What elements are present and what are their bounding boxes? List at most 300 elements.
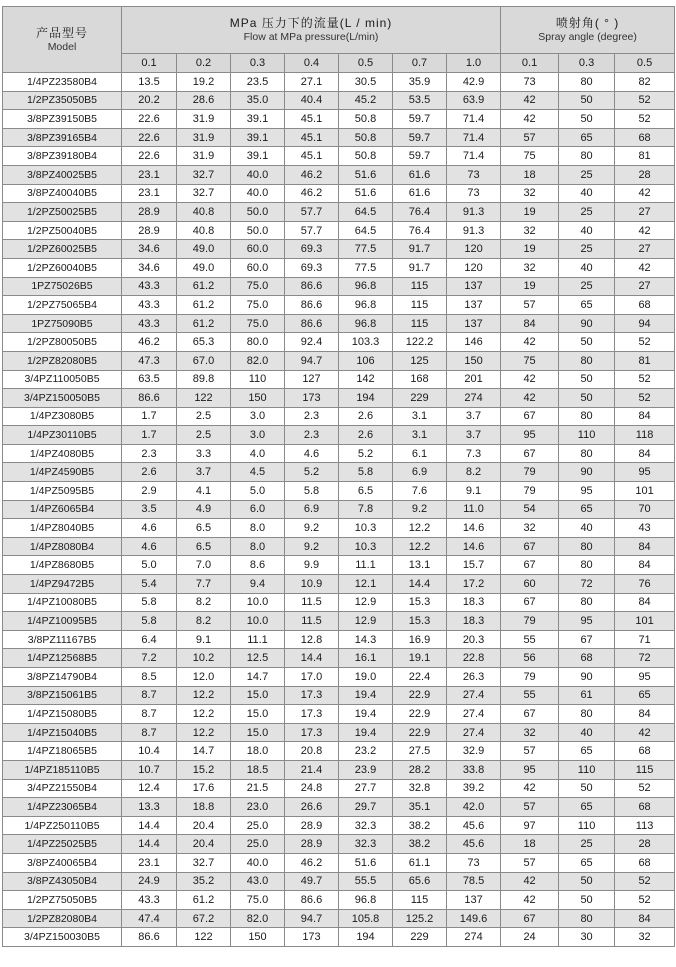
- flow-cell: 24.9: [122, 872, 177, 891]
- model-cell: 3/8PZ40025B5: [3, 165, 122, 184]
- model-cell: 1/4PZ23580B4: [3, 73, 122, 92]
- flow-cell: 137: [447, 296, 501, 315]
- table-row: [3, 500, 675, 519]
- flow-cell: 14.6: [447, 537, 501, 556]
- flow-cell: 32.3: [339, 816, 393, 835]
- flow-cell: 150: [447, 351, 501, 370]
- angle-cell: 32: [501, 258, 559, 277]
- flow-cell: 67.2: [177, 909, 231, 928]
- flow-cell: 2.6: [339, 407, 393, 426]
- flow-cell: 12.2: [393, 537, 447, 556]
- flow-cell: 3.1: [393, 426, 447, 445]
- flow-cell: 125: [393, 351, 447, 370]
- angle-cell: 95: [615, 668, 675, 687]
- angle-cell: 52: [615, 779, 675, 798]
- flow-cell: 9.2: [285, 537, 339, 556]
- flow-cell: 3.5: [122, 500, 177, 519]
- flow-cell: 32.7: [177, 184, 231, 203]
- flow-cell: 63.9: [447, 91, 501, 110]
- flow-cell: 23.2: [339, 742, 393, 761]
- flow-cell: 32.7: [177, 853, 231, 872]
- flow-cell: 122: [177, 928, 231, 947]
- flow-cell: 14.3: [339, 630, 393, 649]
- angle-cell: 42: [501, 891, 559, 910]
- flow-cell: 6.5: [339, 482, 393, 501]
- flow-cell: 14.7: [177, 742, 231, 761]
- flow-cell: 92.4: [285, 333, 339, 352]
- flow-cell: 43.3: [122, 296, 177, 315]
- angle-cell: 81: [615, 147, 675, 166]
- angle-cell: 95: [559, 482, 615, 501]
- flow-cell: 43.3: [122, 277, 177, 296]
- flow-cell: 12.1: [339, 575, 393, 594]
- angle-cell: 24: [501, 928, 559, 947]
- table-row: [3, 872, 675, 891]
- table-row: [3, 760, 675, 779]
- flow-cell: 89.8: [177, 370, 231, 389]
- angle-cell: 80: [559, 73, 615, 92]
- flow-cell: 94.7: [285, 351, 339, 370]
- flow-cell: 17.2: [447, 575, 501, 594]
- flow-cell: 3.3: [177, 444, 231, 463]
- flow-cell: 28.9: [122, 221, 177, 240]
- model-header-en: Model: [47, 40, 77, 53]
- angle-cell: 25: [559, 835, 615, 854]
- angle-cell: 65: [559, 798, 615, 817]
- angle-cell: 67: [501, 444, 559, 463]
- model-cell: 1/4PZ6065B4: [3, 500, 122, 519]
- flow-cell: 25.0: [231, 835, 285, 854]
- flow-cell: 46.2: [285, 853, 339, 872]
- table-row: [3, 165, 675, 184]
- angle-cell: 84: [615, 407, 675, 426]
- flow-cell: 55.5: [339, 872, 393, 891]
- flow-cell: 12.8: [285, 630, 339, 649]
- flow-cell: 51.6: [339, 184, 393, 203]
- flow-cell: 12.9: [339, 593, 393, 612]
- flow-cell: 64.5: [339, 221, 393, 240]
- angle-cell: 79: [501, 612, 559, 631]
- angle-header: [501, 7, 675, 54]
- flow-cell: 5.8: [339, 463, 393, 482]
- angle-cell: 57: [501, 798, 559, 817]
- flow-cell: 61.2: [177, 277, 231, 296]
- flow-cell: 91.3: [447, 221, 501, 240]
- angle-cell: 80: [559, 556, 615, 575]
- model-cell: 1/4PZ185110B5: [3, 760, 122, 779]
- flow-cell: 20.3: [447, 630, 501, 649]
- flow-cell: 96.8: [339, 296, 393, 315]
- flow-cell: 96.8: [339, 891, 393, 910]
- angle-cell: 42: [501, 333, 559, 352]
- flow-cell: 47.4: [122, 909, 177, 928]
- flow-cell: 91.7: [393, 240, 447, 259]
- flow-cell: 65.6: [393, 872, 447, 891]
- angle-cell: 32: [501, 184, 559, 203]
- flow-cell: 9.2: [393, 500, 447, 519]
- flow-cell: 23.1: [122, 853, 177, 872]
- flow-cell: 5.2: [339, 444, 393, 463]
- model-cell: 1/2PZ82080B5: [3, 351, 122, 370]
- angle-cell: 57: [501, 128, 559, 147]
- table-row: [3, 147, 675, 166]
- model-cell: 3/8PZ43050B4: [3, 872, 122, 891]
- flow-cell: 22.6: [122, 147, 177, 166]
- flow-cell: 73: [447, 165, 501, 184]
- flow-cell: 91.7: [393, 258, 447, 277]
- flow-cell: 122: [177, 389, 231, 408]
- angle-cell: 90: [559, 668, 615, 687]
- angle-cell: 68: [615, 798, 675, 817]
- angle-cell: 57: [501, 742, 559, 761]
- angle-cell: 52: [615, 872, 675, 891]
- flow-cell: 13.1: [393, 556, 447, 575]
- flow-pressure-header: 0.4: [285, 54, 339, 73]
- angle-cell: 19: [501, 203, 559, 222]
- table-row: [3, 73, 675, 92]
- angle-cell: 42: [615, 184, 675, 203]
- model-cell: 3/8PZ11167B5: [3, 630, 122, 649]
- flow-cell: 142: [339, 370, 393, 389]
- flow-cell: 75.0: [231, 314, 285, 333]
- angle-cell: 55: [501, 686, 559, 705]
- flow-cell: 18.3: [447, 593, 501, 612]
- flow-cell: 82.0: [231, 351, 285, 370]
- table-row: [3, 779, 675, 798]
- angle-cell: 61: [559, 686, 615, 705]
- flow-cell: 9.9: [285, 556, 339, 575]
- flow-cell: 17.3: [285, 723, 339, 742]
- flow-cell: 19.1: [393, 649, 447, 668]
- flow-cell: 173: [285, 389, 339, 408]
- flow-cell: 20.8: [285, 742, 339, 761]
- table-row: [3, 891, 675, 910]
- model-cell: 1/4PZ23065B4: [3, 798, 122, 817]
- table-row: [3, 463, 675, 482]
- flow-cell: 8.0: [231, 537, 285, 556]
- flow-cell: 8.7: [122, 723, 177, 742]
- model-cell: 1/4PZ8040B5: [3, 519, 122, 538]
- angle-cell: 84: [501, 314, 559, 333]
- flow-cell: 127: [285, 370, 339, 389]
- flow-cell: 7.0: [177, 556, 231, 575]
- table-row: [3, 928, 675, 947]
- angle-cell: 97: [501, 816, 559, 835]
- flow-cell: 4.6: [122, 537, 177, 556]
- flow-cell: 120: [447, 240, 501, 259]
- flow-cell: 6.9: [285, 500, 339, 519]
- flow-cell: 51.6: [339, 165, 393, 184]
- flow-cell: 61.2: [177, 314, 231, 333]
- flow-cell: 78.5: [447, 872, 501, 891]
- table-row: [3, 444, 675, 463]
- model-cell: 1/4PZ25025B5: [3, 835, 122, 854]
- angle-cell: 42: [501, 872, 559, 891]
- flow-cell: 23.5: [231, 73, 285, 92]
- angle-cell: 57: [501, 296, 559, 315]
- flow-cell: 3.0: [231, 426, 285, 445]
- angle-cell: 52: [615, 110, 675, 129]
- angle-cell: 118: [615, 426, 675, 445]
- flow-cell: 9.2: [285, 519, 339, 538]
- flow-cell: 6.0: [231, 500, 285, 519]
- flow-cell: 168: [393, 370, 447, 389]
- angle-cell: 30: [559, 928, 615, 947]
- flow-cell: 4.6: [285, 444, 339, 463]
- angle-cell: 70: [615, 500, 675, 519]
- angle-cell: 75: [501, 147, 559, 166]
- angle-cell: 68: [615, 742, 675, 761]
- flow-cell: 86.6: [285, 891, 339, 910]
- flow-cell: 15.0: [231, 705, 285, 724]
- flow-cell: 115: [393, 891, 447, 910]
- flow-cell: 34.6: [122, 240, 177, 259]
- flow-cell: 22.9: [393, 686, 447, 705]
- angle-cell: 81: [615, 351, 675, 370]
- flow-cell: 86.6: [122, 928, 177, 947]
- flow-cell: 15.7: [447, 556, 501, 575]
- angle-cell: 72: [615, 649, 675, 668]
- angle-cell: 50: [559, 389, 615, 408]
- flow-cell: 38.2: [393, 835, 447, 854]
- angle-cell: 73: [501, 73, 559, 92]
- flow-cell: 77.5: [339, 240, 393, 259]
- flow-cell: 3.7: [177, 463, 231, 482]
- flow-cell: 14.7: [231, 668, 285, 687]
- flow-cell: 10.3: [339, 537, 393, 556]
- flow-header-en: Flow at MPa pressure(L/min): [243, 31, 379, 43]
- flow-cell: 22.6: [122, 128, 177, 147]
- flow-cell: 39.1: [231, 110, 285, 129]
- flow-cell: 28.6: [177, 91, 231, 110]
- model-cell: 1/2PZ82080B4: [3, 909, 122, 928]
- flow-cell: 4.5: [231, 463, 285, 482]
- flow-cell: 82.0: [231, 909, 285, 928]
- flow-cell: 115: [393, 314, 447, 333]
- flow-cell: 12.0: [177, 668, 231, 687]
- flow-cell: 31.9: [177, 110, 231, 129]
- flow-cell: 20.4: [177, 835, 231, 854]
- angle-cell: 50: [559, 91, 615, 110]
- table-row: [3, 482, 675, 501]
- flow-cell: 45.6: [447, 816, 501, 835]
- flow-cell: 39.1: [231, 147, 285, 166]
- flow-cell: 18.3: [447, 612, 501, 631]
- flow-cell: 7.2: [122, 649, 177, 668]
- table-row: [3, 630, 675, 649]
- table-row: [3, 593, 675, 612]
- flow-cell: 10.0: [231, 593, 285, 612]
- flow-cell: 10.7: [122, 760, 177, 779]
- flow-cell: 8.2: [177, 593, 231, 612]
- angle-cell: 32: [501, 519, 559, 538]
- angle-cell: 40: [559, 519, 615, 538]
- flow-cell: 146: [447, 333, 501, 352]
- flow-cell: 73: [447, 184, 501, 203]
- flow-cell: 50.8: [339, 110, 393, 129]
- flow-cell: 10.4: [122, 742, 177, 761]
- angle-cell: 28: [615, 165, 675, 184]
- angle-cell: 18: [501, 165, 559, 184]
- flow-cell: 27.4: [447, 686, 501, 705]
- flow-cell: 61.2: [177, 296, 231, 315]
- flow-cell: 43.3: [122, 891, 177, 910]
- flow-cell: 11.5: [285, 612, 339, 631]
- model-cell: 1/4PZ12568B5: [3, 649, 122, 668]
- flow-cell: 122.2: [393, 333, 447, 352]
- angle-cell: 25: [559, 240, 615, 259]
- flow-cell: 42.9: [447, 73, 501, 92]
- flow-cell: 46.2: [285, 184, 339, 203]
- angle-cell: 56: [501, 649, 559, 668]
- table-row: [3, 705, 675, 724]
- flow-pressure-header: 0.5: [339, 54, 393, 73]
- flow-cell: 13.5: [122, 73, 177, 92]
- angle-cell: 65: [615, 686, 675, 705]
- angle-cell: 67: [501, 407, 559, 426]
- flow-cell: 17.3: [285, 686, 339, 705]
- model-header: [3, 7, 122, 73]
- flow-cell: 24.8: [285, 779, 339, 798]
- table-row: [3, 333, 675, 352]
- flow-cell: 32.3: [339, 835, 393, 854]
- flow-cell: 61.2: [177, 891, 231, 910]
- table-row: [3, 537, 675, 556]
- model-cell: 1/4PZ30110B5: [3, 426, 122, 445]
- flow-cell: 77.5: [339, 258, 393, 277]
- flow-cell: 28.9: [285, 835, 339, 854]
- flow-cell: 19.4: [339, 705, 393, 724]
- angle-cell: 79: [501, 482, 559, 501]
- flow-cell: 61.6: [393, 184, 447, 203]
- flow-cell: 10.3: [339, 519, 393, 538]
- angle-cell: 19: [501, 277, 559, 296]
- flow-cell: 61.6: [393, 165, 447, 184]
- angle-pressure-header: 0.3: [559, 54, 615, 73]
- flow-header-zh: MPa 压力下的流量(L / min): [229, 16, 393, 30]
- flow-cell: 12.4: [122, 779, 177, 798]
- angle-cell: 52: [615, 333, 675, 352]
- angle-cell: 40: [559, 221, 615, 240]
- flow-cell: 5.4: [122, 575, 177, 594]
- flow-cell: 69.3: [285, 258, 339, 277]
- flow-cell: 194: [339, 389, 393, 408]
- angle-cell: 50: [559, 779, 615, 798]
- table-row: [3, 835, 675, 854]
- table-row: [3, 314, 675, 333]
- table-row: [3, 351, 675, 370]
- flow-header: [122, 7, 501, 54]
- angle-cell: 80: [559, 537, 615, 556]
- angle-cell: 65: [559, 742, 615, 761]
- flow-cell: 25.0: [231, 816, 285, 835]
- angle-cell: 80: [559, 147, 615, 166]
- flow-cell: 28.2: [393, 760, 447, 779]
- model-cell: 1/4PZ18065B5: [3, 742, 122, 761]
- table-row: [3, 909, 675, 928]
- angle-cell: 50: [559, 370, 615, 389]
- flow-cell: 6.1: [393, 444, 447, 463]
- flow-cell: 20.2: [122, 91, 177, 110]
- flow-cell: 10.9: [285, 575, 339, 594]
- model-cell: 3/4PZ150030B5: [3, 928, 122, 947]
- flow-cell: 47.3: [122, 351, 177, 370]
- flow-cell: 60.0: [231, 240, 285, 259]
- angle-cell: 42: [501, 110, 559, 129]
- table-row: [3, 221, 675, 240]
- flow-cell: 59.7: [393, 128, 447, 147]
- flow-cell: 64.5: [339, 203, 393, 222]
- flow-cell: 14.4: [122, 835, 177, 854]
- angle-cell: 67: [501, 593, 559, 612]
- angle-cell: 19: [501, 240, 559, 259]
- angle-cell: 79: [501, 463, 559, 482]
- flow-cell: 19.0: [339, 668, 393, 687]
- flow-cell: 8.0: [231, 519, 285, 538]
- angle-cell: 84: [615, 537, 675, 556]
- flow-cell: 173: [285, 928, 339, 947]
- angle-cell: 68: [615, 128, 675, 147]
- angle-cell: 42: [615, 258, 675, 277]
- flow-cell: 96.8: [339, 277, 393, 296]
- flow-cell: 2.3: [122, 444, 177, 463]
- spec-table-body: [3, 73, 675, 947]
- flow-cell: 50.0: [231, 203, 285, 222]
- angle-cell: 50: [559, 110, 615, 129]
- flow-cell: 4.1: [177, 482, 231, 501]
- table-row: [3, 723, 675, 742]
- model-cell: 1PZ75090B5: [3, 314, 122, 333]
- flow-cell: 2.6: [339, 426, 393, 445]
- flow-cell: 12.5: [231, 649, 285, 668]
- table-row: [3, 816, 675, 835]
- table-row: [3, 128, 675, 147]
- flow-cell: 80.0: [231, 333, 285, 352]
- angle-cell: 80: [559, 909, 615, 928]
- model-cell: 3/8PZ15061B5: [3, 686, 122, 705]
- flow-cell: 35.2: [177, 872, 231, 891]
- flow-cell: 8.7: [122, 705, 177, 724]
- flow-cell: 3.0: [231, 407, 285, 426]
- angle-cell: 67: [559, 630, 615, 649]
- model-cell: 3/4PZ150050B5: [3, 389, 122, 408]
- model-cell: 1/2PZ35050B5: [3, 91, 122, 110]
- flow-cell: 14.4: [122, 816, 177, 835]
- flow-cell: 31.9: [177, 128, 231, 147]
- flow-cell: 2.5: [177, 407, 231, 426]
- model-cell: 1/4PZ8680B5: [3, 556, 122, 575]
- flow-cell: 2.6: [122, 463, 177, 482]
- flow-cell: 32.9: [447, 742, 501, 761]
- flow-cell: 5.8: [122, 612, 177, 631]
- flow-cell: 5.2: [285, 463, 339, 482]
- flow-pressure-header: 0.2: [177, 54, 231, 73]
- flow-cell: 12.2: [393, 519, 447, 538]
- flow-cell: 57.7: [285, 221, 339, 240]
- table-row: [3, 110, 675, 129]
- flow-cell: 9.1: [177, 630, 231, 649]
- flow-cell: 15.0: [231, 686, 285, 705]
- flow-cell: 4.6: [122, 519, 177, 538]
- angle-cell: 75: [501, 351, 559, 370]
- flow-cell: 12.9: [339, 612, 393, 631]
- flow-cell: 40.8: [177, 203, 231, 222]
- flow-cell: 59.7: [393, 147, 447, 166]
- flow-cell: 51.6: [339, 853, 393, 872]
- flow-cell: 32.8: [393, 779, 447, 798]
- flow-cell: 22.6: [122, 110, 177, 129]
- flow-cell: 38.2: [393, 816, 447, 835]
